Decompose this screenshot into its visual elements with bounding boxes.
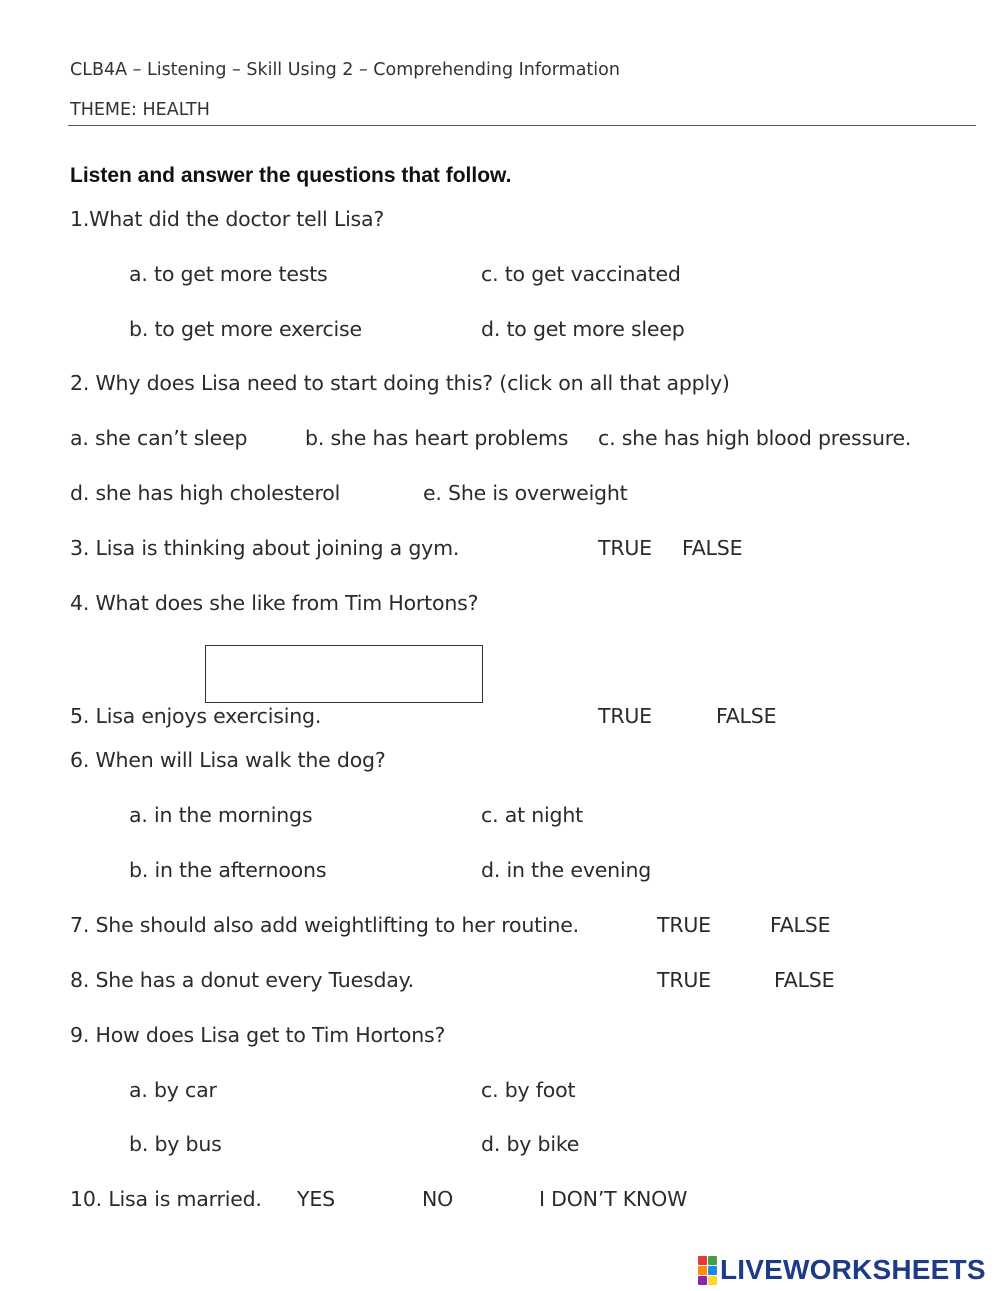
q8-true-option[interactable]: TRUE (657, 968, 711, 992)
q2-option-e[interactable]: e. She is overweight (423, 481, 628, 505)
q6-option-a[interactable]: a. in the mornings (129, 803, 313, 827)
q2-option-b[interactable]: b. she has heart problems (305, 426, 569, 450)
question-10: 10. Lisa is married. (70, 1187, 262, 1211)
question-4: 4. What does she like from Tim Hortons? (70, 591, 479, 615)
mark-block (708, 1256, 717, 1265)
mark-block (698, 1266, 707, 1275)
q4-answer-field[interactable] (205, 645, 483, 703)
q1-option-b[interactable]: b. to get more exercise (129, 317, 362, 341)
mark-block (708, 1276, 717, 1285)
q6-option-d[interactable]: d. in the evening (481, 858, 652, 882)
question-2: 2. Why does Lisa need to start doing this? (click on all that apply) (70, 371, 730, 395)
q9-option-a[interactable]: a. by car (129, 1078, 217, 1102)
q1-option-c[interactable]: c. to get vaccinated (481, 262, 681, 286)
q1-option-d[interactable]: d. to get more sleep (481, 317, 685, 341)
q5-true-option[interactable]: TRUE (598, 704, 652, 728)
q3-true-option[interactable]: TRUE (598, 536, 652, 560)
course-title: CLB4A – Listening – Skill Using 2 – Comprehending Information (70, 60, 620, 80)
question-9: 9. How does Lisa get to Tim Hortons? (70, 1023, 446, 1047)
question-8: 8. She has a donut every Tuesday. (70, 968, 414, 992)
q2-option-c[interactable]: c. she has high blood pressure. (598, 426, 912, 450)
theme-label: THEME: HEALTH (70, 100, 210, 120)
q9-option-d[interactable]: d. by bike (481, 1132, 580, 1156)
mark-block (698, 1276, 707, 1285)
q10-dont-know-option[interactable]: I DON’T KNOW (539, 1187, 688, 1211)
q3-false-option[interactable]: FALSE (682, 536, 743, 560)
liveworksheets-mark-icon (698, 1256, 717, 1285)
q9-option-b[interactable]: b. by bus (129, 1132, 222, 1156)
q5-false-option[interactable]: FALSE (716, 704, 777, 728)
question-5: 5. Lisa enjoys exercising. (70, 704, 322, 728)
mark-block (698, 1256, 707, 1265)
question-7: 7. She should also add weightlifting to her routine. (70, 913, 579, 937)
q1-option-a[interactable]: a. to get more tests (129, 262, 328, 286)
mark-block (708, 1266, 717, 1275)
q9-option-c[interactable]: c. by foot (481, 1078, 576, 1102)
q7-true-option[interactable]: TRUE (657, 913, 711, 937)
q10-no-option[interactable]: NO (422, 1187, 454, 1211)
liveworksheets-logo (698, 1255, 986, 1285)
q10-yes-option[interactable]: YES (297, 1187, 335, 1211)
q2-option-d[interactable]: d. she has high cholesterol (70, 481, 341, 505)
q6-option-b[interactable]: b. in the afternoons (129, 858, 327, 882)
question-3: 3. Lisa is thinking about joining a gym. (70, 536, 460, 560)
q7-false-option[interactable]: FALSE (770, 913, 831, 937)
question-1: 1.What did the doctor tell Lisa? (70, 207, 385, 231)
q2-option-a[interactable]: a. she can’t sleep (70, 426, 248, 450)
question-6: 6. When will Lisa walk the dog? (70, 748, 386, 772)
liveworksheets-wordmark: LIVEWORKSHEETS (720, 1254, 986, 1285)
q8-false-option[interactable]: FALSE (774, 968, 835, 992)
q6-option-c[interactable]: c. at night (481, 803, 583, 827)
instructions: Listen and answer the questions that follow. (70, 164, 512, 187)
header-divider (68, 125, 976, 126)
